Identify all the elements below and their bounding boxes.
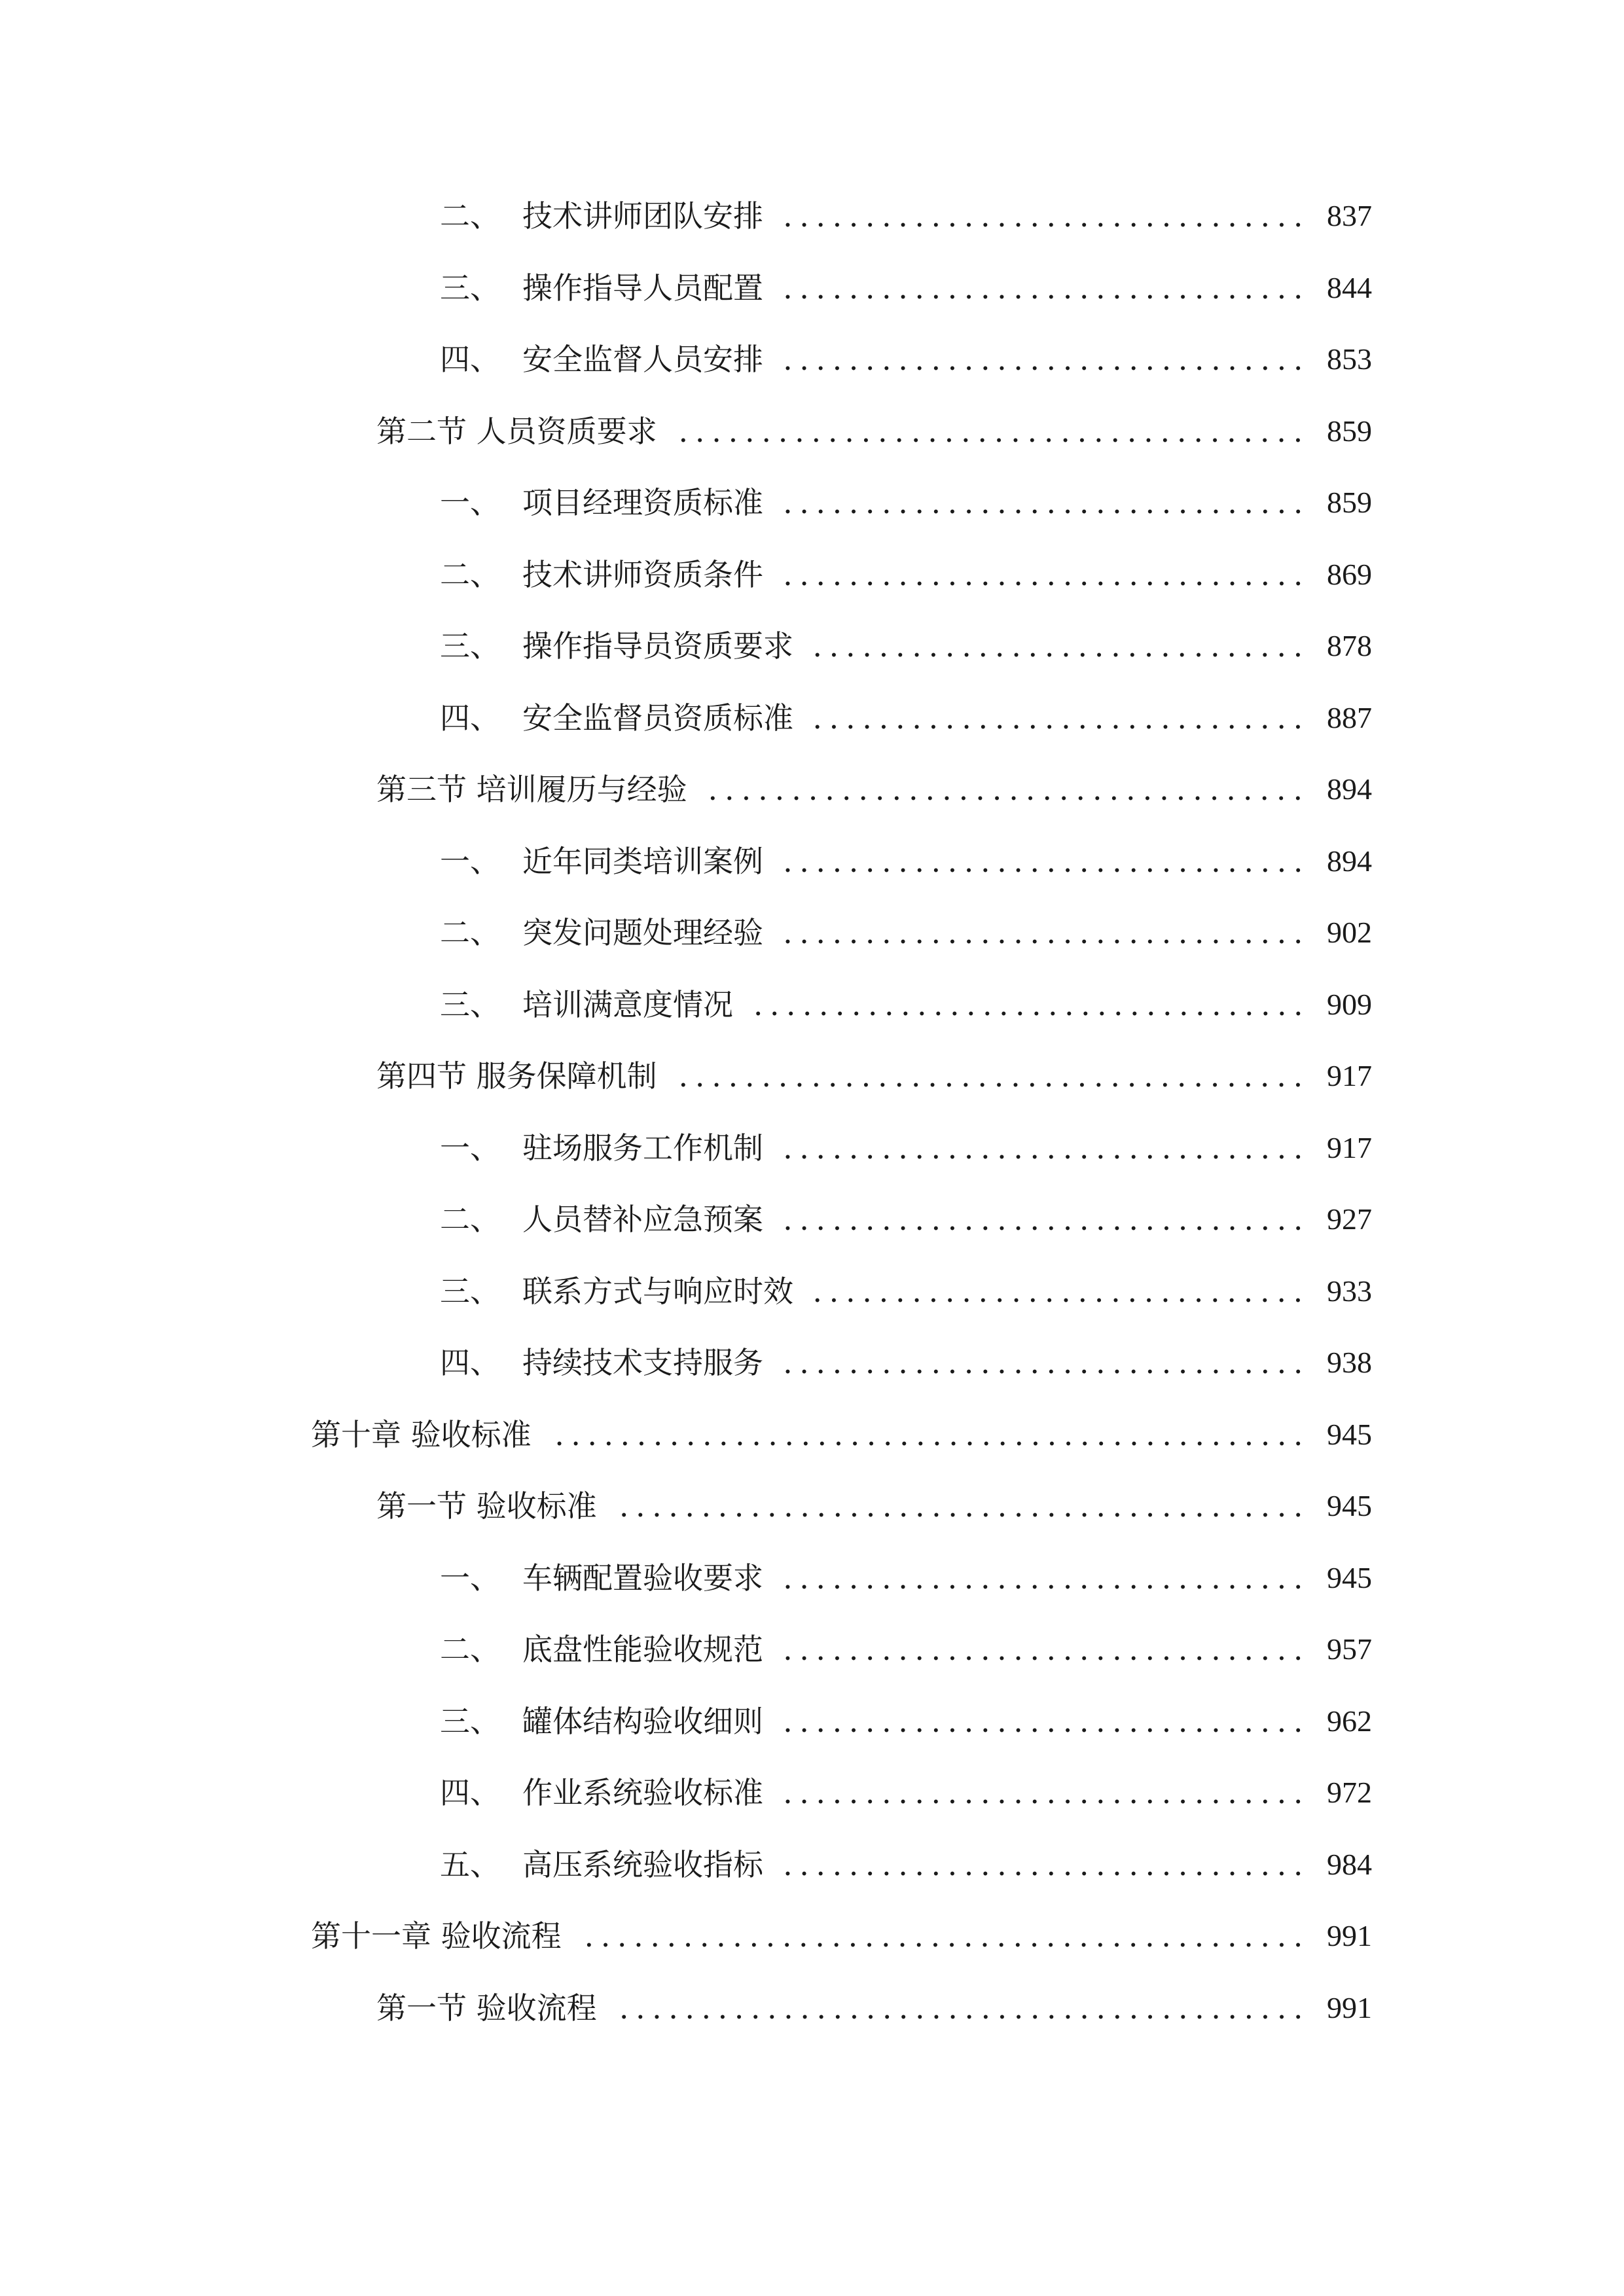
toc-page-number: 938 (1327, 1346, 1372, 1379)
toc-entry-marker: 四、 (440, 342, 500, 377)
toc-entry-marker: 一、 (440, 485, 500, 520)
toc-leader-dots: ................................ (783, 198, 1310, 234)
toc-page-number: 945 (1327, 1489, 1372, 1522)
toc-leader-dots: .................................. (753, 987, 1310, 1022)
toc-leader-dots: ................................ (783, 270, 1310, 306)
toc-entry[interactable] (0, 838, 1624, 884)
toc-entry[interactable] (0, 193, 1624, 239)
toc-entry-marker: 四、 (440, 700, 500, 736)
toc-entry-marker: 二、 (440, 1632, 500, 1667)
toc-entry[interactable] (0, 480, 1624, 526)
toc-entry-title: 项目经理资质标准 (522, 485, 763, 520)
toc-entry[interactable] (0, 1125, 1624, 1171)
toc-entry-title: 安全监督员资质标准 (522, 700, 793, 736)
toc-page-number: 894 (1327, 844, 1372, 878)
toc-entry-title: 人员替补应急预案 (522, 1202, 763, 1237)
toc-leader-dots: ................................ (783, 1704, 1310, 1739)
toc-entry-marker: 一、 (440, 1130, 500, 1166)
toc-leader-dots: ................................ (783, 1130, 1310, 1166)
toc-entry-title: 车辆配置验收要求 (522, 1560, 763, 1596)
toc-page-number: 909 (1327, 988, 1372, 1021)
toc-page-number: 927 (1327, 1202, 1372, 1236)
toc-entry[interactable] (0, 982, 1624, 1028)
toc-entry[interactable] (0, 1268, 1624, 1314)
toc-entry-title: 技术讲师团队安排 (522, 198, 763, 234)
toc-entry-marker: 四、 (440, 1345, 500, 1380)
toc-leader-dots: ................................ (783, 1847, 1310, 1882)
toc-leader-dots: ................................ (783, 342, 1310, 377)
toc-page-number: 917 (1327, 1131, 1372, 1164)
toc-leader-dots: .................................... (708, 772, 1310, 807)
toc-entry[interactable] (0, 1842, 1624, 1888)
toc-entry[interactable] (0, 695, 1624, 741)
toc-entry-marker: 一、 (440, 844, 500, 879)
toc-entry-marker: 二、 (440, 1202, 500, 1237)
toc-entry-title: 培训满意度情况 (522, 987, 733, 1022)
toc-entry[interactable] (0, 910, 1624, 956)
toc-page-number: 859 (1327, 486, 1372, 519)
toc-entry-marker: 二、 (440, 915, 500, 950)
toc-entry-marker: 五、 (440, 1847, 500, 1882)
toc-leader-dots: ...................................... (678, 414, 1310, 449)
toc-entry[interactable] (0, 1555, 1624, 1601)
toc-entry[interactable] (0, 408, 1624, 454)
toc-entry-title: 第三节 培训履历与经验 (376, 772, 687, 807)
toc-page-number: 844 (1327, 271, 1372, 304)
toc-page-number: 962 (1327, 1704, 1372, 1738)
toc-leader-dots: .............................. (812, 628, 1310, 664)
toc-leader-dots: ................................ (783, 1632, 1310, 1667)
toc-entry[interactable] (0, 1412, 1624, 1458)
toc-entry[interactable] (0, 1626, 1624, 1672)
toc-leader-dots: ................................ (783, 844, 1310, 879)
toc-leader-dots: ................................ (783, 915, 1310, 950)
toc-entry-marker: 二、 (440, 198, 500, 234)
toc-entry-title: 近年同类培训案例 (522, 844, 763, 879)
toc-entry[interactable] (0, 766, 1624, 812)
toc-leader-dots: ................................ (783, 485, 1310, 520)
toc-entry[interactable] (0, 1196, 1624, 1242)
toc-entry[interactable] (0, 1483, 1624, 1529)
toc-leader-dots: ................................ (783, 1345, 1310, 1380)
toc-page-number: 878 (1327, 629, 1372, 662)
toc-leader-dots: ................................ (783, 1202, 1310, 1237)
toc-page-number: 837 (1327, 199, 1372, 232)
toc-entry-marker: 一、 (440, 1560, 500, 1596)
toc-leader-dots: .............................. (812, 1274, 1310, 1309)
toc-entry[interactable] (0, 1985, 1624, 2031)
toc-page-number: 887 (1327, 701, 1372, 734)
toc-page-number: 991 (1327, 1919, 1372, 1952)
toc-page-number: 902 (1327, 916, 1372, 949)
toc-leader-dots: ................................ (783, 1560, 1310, 1596)
toc-page-number: 869 (1327, 558, 1372, 591)
toc-entry-title: 技术讲师资质条件 (522, 557, 763, 592)
toc-page-number: 933 (1327, 1274, 1372, 1308)
toc-entry[interactable] (0, 1053, 1624, 1099)
toc-page-number: 991 (1327, 1991, 1372, 2024)
toc-entry-title: 突发问题处理经验 (522, 915, 763, 950)
toc-leader-dots: .......................................... (619, 1990, 1310, 2026)
toc-entry-title: 第十一章 验收流程 (311, 1918, 562, 1954)
toc-page-number: 945 (1327, 1561, 1372, 1594)
toc-entry-title: 第一节 验收标准 (376, 1488, 597, 1524)
toc-entry[interactable] (0, 623, 1624, 669)
toc-entry-marker: 四、 (440, 1775, 500, 1810)
toc-leader-dots: ............................................ (584, 1918, 1310, 1954)
toc-entry-marker: 三、 (440, 1274, 500, 1309)
toc-entry-title: 第一节 验收流程 (376, 1990, 597, 2026)
toc-entry-marker: 三、 (440, 628, 500, 664)
toc-page-number: 859 (1327, 414, 1372, 448)
toc-entry-title: 操作指导员资质要求 (522, 628, 793, 664)
toc-entry[interactable] (0, 336, 1624, 382)
toc-entry-marker: 三、 (440, 1704, 500, 1739)
toc-entry[interactable] (0, 265, 1624, 311)
toc-entry-title: 作业系统验收标准 (522, 1775, 763, 1810)
toc-entry-title: 联系方式与响应时效 (522, 1274, 793, 1309)
toc-leader-dots: ................................ (783, 1775, 1310, 1810)
toc-entry-title: 持续技术支持服务 (522, 1345, 763, 1380)
toc-entry-marker: 三、 (440, 270, 500, 306)
toc-page-number: 894 (1327, 772, 1372, 806)
toc-entry-marker: 三、 (440, 987, 500, 1022)
toc-entry[interactable] (0, 1913, 1624, 1959)
toc-entry-title: 罐体结构验收细则 (522, 1704, 763, 1739)
toc-leader-dots: .............................................. (554, 1417, 1310, 1452)
toc-entry-title: 第十章 验收标准 (311, 1417, 532, 1452)
toc-leader-dots: .............................. (812, 700, 1310, 736)
toc-entry[interactable] (0, 1340, 1624, 1386)
toc-entry-title: 第四节 服务保障机制 (376, 1058, 657, 1094)
toc-entry[interactable] (0, 552, 1624, 598)
toc-leader-dots: ................................ (783, 557, 1310, 592)
toc-entry-title: 驻场服务工作机制 (522, 1130, 763, 1166)
toc-leader-dots: .......................................... (619, 1488, 1310, 1524)
toc-page-number: 984 (1327, 1848, 1372, 1881)
toc-entry-title: 底盘性能验收规范 (522, 1632, 763, 1667)
toc-entry-title: 高压系统验收指标 (522, 1847, 763, 1882)
toc-page-number: 945 (1327, 1418, 1372, 1451)
toc-page-number: 972 (1327, 1776, 1372, 1809)
toc-leader-dots: ...................................... (678, 1058, 1310, 1094)
toc-entry[interactable] (0, 1770, 1624, 1816)
toc-entry-title: 安全监督人员安排 (522, 342, 763, 377)
toc-page-number: 957 (1327, 1632, 1372, 1666)
toc-entry-title: 操作指导人员配置 (522, 270, 763, 306)
toc-page-number: 853 (1327, 342, 1372, 376)
toc-entry-title: 第二节 人员资质要求 (376, 414, 657, 449)
toc-entry[interactable] (0, 1698, 1624, 1744)
toc-entry-marker: 二、 (440, 557, 500, 592)
toc-page-number: 917 (1327, 1059, 1372, 1092)
